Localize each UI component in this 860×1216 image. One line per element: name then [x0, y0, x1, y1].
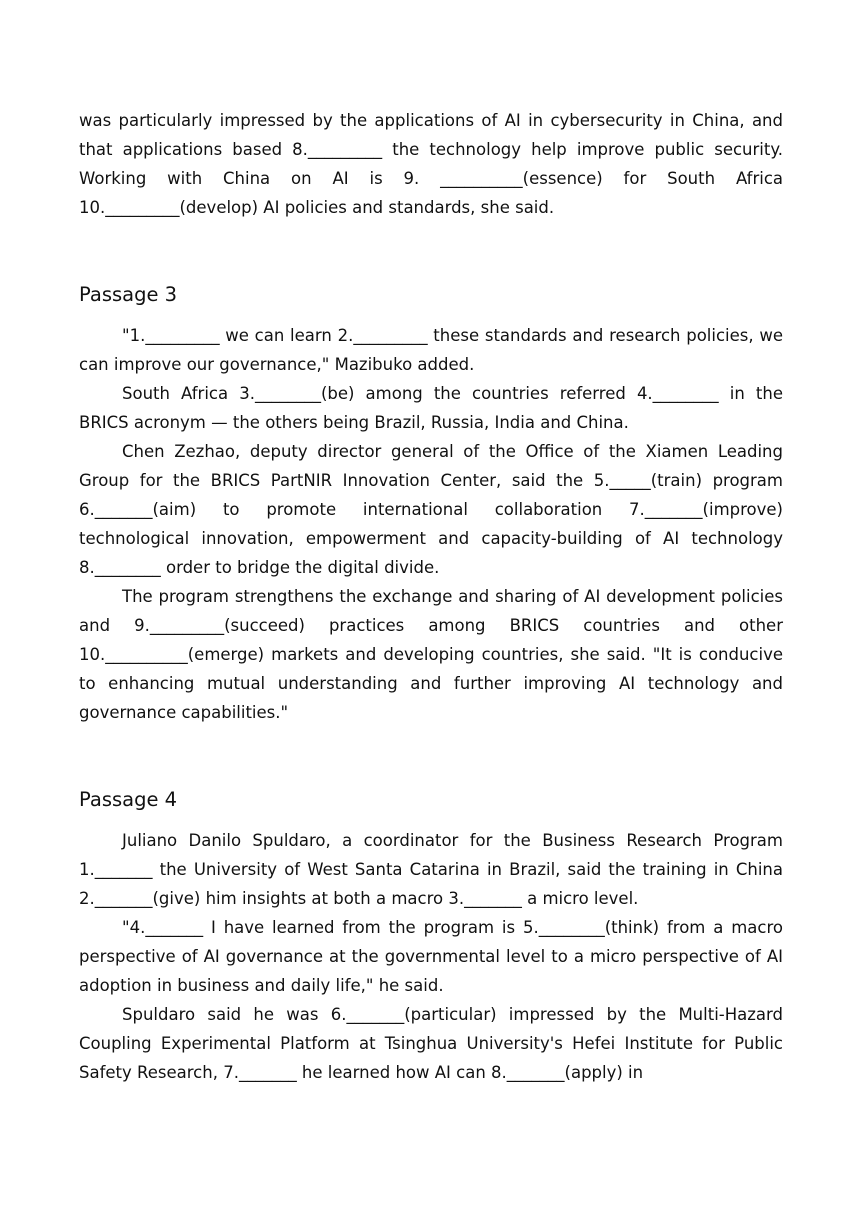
passage-3-paragraph: Chen Zezhao, deputy director general of the Office of the Xiamen Leading Group for the BRICS PartNIR Innovation Center, said the 5._____(train) program 6._______(aim) to promote international collaboration 7._______(improve) technological innovation, empowerment and capacity-building of AI technology 8.________ order to bridge the digital divide.: [79, 442, 783, 577]
continuation-paragraph: was particularly impressed by the applications of AI in cybersecurity in China, and that applications based 8._________ the technology help improve public security. Working with China on AI is 9. __________(essence) for South Africa 10._________(develop) AI policies and standards, she said.: [79, 111, 783, 217]
spacer: [79, 309, 783, 321]
spacer: [79, 727, 783, 785]
passage-3-paragraph: The program strengthens the exchange and sharing of AI development policies and 9._________(succeed) practices among BRICS countries and other 10.__________(emerge) markets and developing countries, she said. "It is conducive to enhancing mutual understanding and further improving AI technology and governance capabilities.": [79, 587, 783, 722]
passage-4-heading: Passage 4: [79, 788, 178, 811]
passage-3-heading: Passage 3: [79, 283, 178, 306]
passage-4-paragraph: Spuldaro said he was 6._______(particular) impressed by the Multi-Hazard Coupling Experimental Platform at Tsinghua University's Hefei Institute for Public Safety Research, 7._______ he learned how AI can 8._______(apply) in: [79, 1005, 783, 1082]
passage-4-paragraph: "4._______ I have learned from the program is 5.________(think) from a macro perspective of AI governance at the governmental level to a micro perspective of AI adoption in business and daily life," he said.: [79, 918, 783, 995]
spacer: [79, 222, 783, 280]
spacer: [79, 814, 783, 826]
passage-3-paragraph: "1._________ we can learn 2._________ these standards and research policies, we can improve our governance," Mazibuko added.: [79, 326, 783, 374]
document-page: [79, 106, 783, 1087]
passage-3-paragraph: South Africa 3.________(be) among the countries referred 4.________ in the BRICS acronym — the others being Brazil, Russia, India and China.: [79, 384, 783, 432]
passage-4-paragraph: Juliano Danilo Spuldaro, a coordinator for the Business Research Program 1._______ the University of West Santa Catarina in Brazil, said the training in China 2._______(give) him insights at both a macro 3._______ a micro level.: [79, 831, 783, 908]
